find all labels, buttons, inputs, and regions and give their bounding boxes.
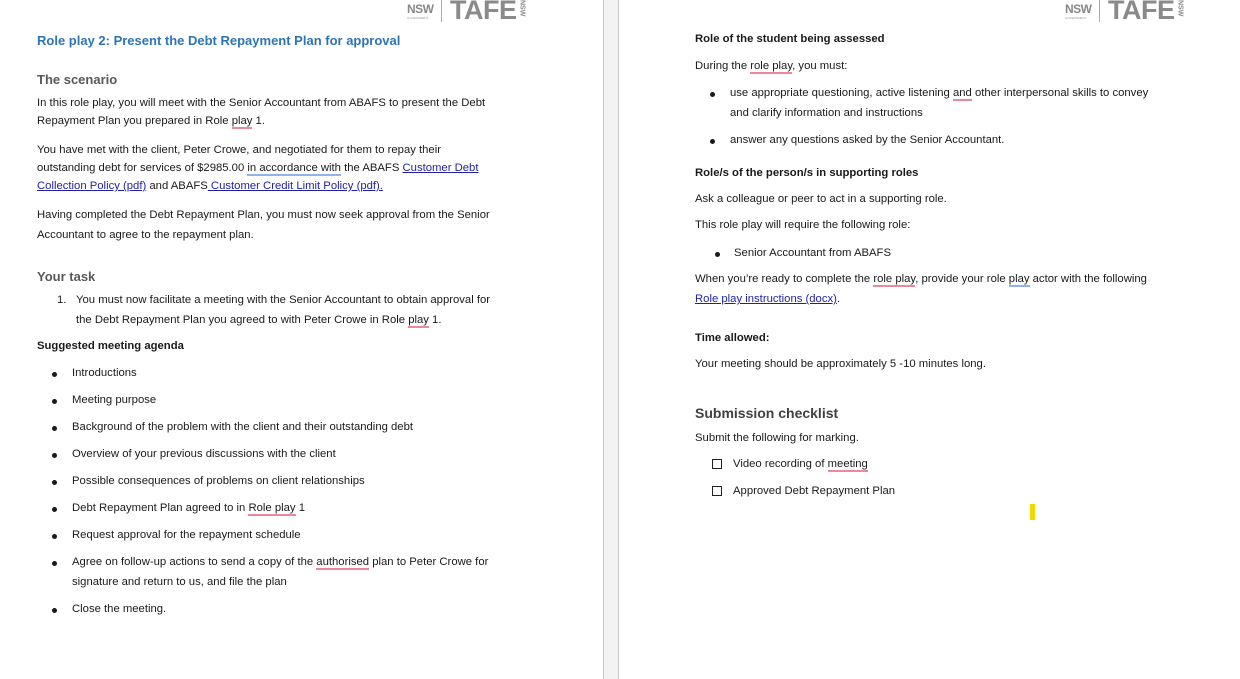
bullet-icon bbox=[52, 608, 57, 613]
agenda-heading: Suggested meeting agenda bbox=[37, 340, 184, 352]
document-page-right bbox=[619, 0, 1240, 679]
agenda-item-plan: Debt Repayment Plan agreed to in Role play 1 bbox=[72, 502, 305, 514]
agenda-item-followup-line-1: Agree on follow-up actions to send a copy of the authorised plan to Peter Crowe for bbox=[72, 556, 489, 568]
role-item-1-line-2: and clarify information and instructions bbox=[730, 107, 923, 119]
agenda-item-introductions: Introductions bbox=[72, 367, 137, 379]
checkbox-video[interactable] bbox=[712, 459, 722, 469]
bullet-icon bbox=[52, 534, 57, 539]
customer-debt-policy-link[interactable]: Customer Debt bbox=[402, 162, 479, 174]
tafe-wordmark: TAFE bbox=[1108, 0, 1175, 25]
bullet-icon bbox=[715, 252, 720, 257]
tafe-nsw-logo bbox=[407, 0, 526, 25]
credit-limit-policy-link[interactable]: Customer Credit Limit Policy (pdf). bbox=[207, 180, 383, 192]
role-item-1-line-1: use appropriate questioning, active listening and other interpersonal skills to convey bbox=[730, 87, 1149, 99]
time-heading: Time allowed: bbox=[695, 332, 770, 344]
tafe-nsw-logo bbox=[1065, 0, 1184, 25]
scenario-heading: The scenario bbox=[37, 72, 118, 87]
logo-vertical-nsw: NSW bbox=[518, 0, 526, 17]
role-play-instructions-link[interactable]: Role play instructions (docx) bbox=[695, 293, 837, 305]
task-number: 1. bbox=[57, 294, 67, 306]
time-text: Your meeting should be approximately 5 -10 minutes long. bbox=[695, 358, 986, 370]
scenario-paragraph-2-line-3: Collection Policy (pdf) and ABAFS Customer Credit Limit Policy (pdf). bbox=[37, 180, 383, 192]
scenario-paragraph-2-line-2: outstanding debt for services of $2985.00 in accordance with the ABAFS Customer Debt bbox=[37, 162, 479, 174]
logo-divider bbox=[441, 0, 442, 22]
bullet-icon bbox=[52, 399, 57, 404]
bullet-icon bbox=[52, 426, 57, 431]
text-cursor bbox=[1030, 504, 1035, 520]
support-ask: Ask a colleague or peer to act in a supporting role. bbox=[695, 193, 947, 205]
document-page-left bbox=[0, 0, 603, 679]
support-item: Senior Accountant from ABAFS bbox=[734, 247, 891, 259]
agenda-item-purpose: Meeting purpose bbox=[72, 394, 157, 406]
logo-vertical-nsw: NSW bbox=[1176, 0, 1184, 17]
agenda-item-followup-line-2: signature and return to us, and file the plan bbox=[72, 576, 287, 588]
during-text: During the role play, you must: bbox=[695, 60, 848, 72]
page-gutter bbox=[603, 0, 619, 679]
checklist-item-video: Video recording of meeting bbox=[733, 458, 868, 470]
role-item-2: answer any questions asked by the Senior Accountant. bbox=[730, 134, 1005, 146]
bullet-icon bbox=[52, 561, 57, 566]
bullet-icon bbox=[710, 139, 715, 144]
agenda-item-background: Background of the problem with the client and their outstanding debt bbox=[72, 421, 414, 433]
scenario-paragraph-2-line-1: You have met with the client, Peter Crowe, and negotiated for them to repay their bbox=[37, 144, 441, 156]
support-require: This role play will require the following role: bbox=[695, 219, 911, 231]
task-heading: Your task bbox=[37, 269, 96, 284]
agenda-item-approval: Request approval for the repayment schedule bbox=[72, 529, 301, 541]
checklist-item-plan: Approved Debt Repayment Plan bbox=[733, 485, 896, 497]
ready-line-1: When you’re ready to complete the role play, provide your role play actor with the following bbox=[695, 273, 1147, 285]
scenario-paragraph-1-line-1: In this role play, you will meet with the Senior Accountant from ABAFS to present the Debt bbox=[37, 97, 486, 109]
page-title: Role play 2: Present the Debt Repayment Plan for approval bbox=[37, 33, 401, 48]
bullet-icon bbox=[52, 453, 57, 458]
role-heading: Role of the student being assessed bbox=[695, 33, 885, 45]
scenario-paragraph-3-line-2: Accountant to agree to the repayment plan. bbox=[37, 229, 254, 241]
nsw-waratah-icon: NSW GOVERNMENT bbox=[1065, 2, 1092, 20]
task-line-2: the Debt Repayment Plan you agreed to with Peter Crowe in Role play 1. bbox=[76, 314, 442, 326]
bullet-icon bbox=[710, 92, 715, 97]
checklist-heading: Submission checklist bbox=[695, 405, 839, 421]
logo-divider bbox=[1099, 0, 1100, 22]
nsw-waratah-icon: NSW GOVERNMENT bbox=[407, 2, 434, 20]
agenda-item-close: Close the meeting. bbox=[72, 603, 167, 615]
collection-policy-link[interactable]: Collection Policy (pdf) bbox=[37, 180, 147, 192]
bullet-icon bbox=[52, 507, 57, 512]
bullet-icon bbox=[52, 372, 57, 377]
scenario-paragraph-3-line-1: Having completed the Debt Repayment Plan, you must now seek approval from the Senior bbox=[37, 209, 490, 221]
agenda-item-overview: Overview of your previous discussions with the client bbox=[72, 448, 336, 460]
task-line-1: You must now facilitate a meeting with the Senior Accountant to obtain approval for bbox=[76, 294, 491, 306]
checkbox-plan[interactable] bbox=[712, 486, 722, 496]
tafe-wordmark: TAFE bbox=[450, 0, 517, 25]
ready-line-2: Role play instructions (docx). bbox=[695, 293, 841, 305]
bullet-icon bbox=[52, 480, 57, 485]
agenda-item-consequences: Possible consequences of problems on client relationships bbox=[72, 475, 365, 487]
scenario-paragraph-1-line-2: Repayment Plan you prepared in Role play 1. bbox=[37, 115, 265, 127]
support-heading: Role/s of the person/s in supporting roles bbox=[695, 167, 919, 179]
submit-text: Submit the following for marking. bbox=[695, 432, 859, 444]
